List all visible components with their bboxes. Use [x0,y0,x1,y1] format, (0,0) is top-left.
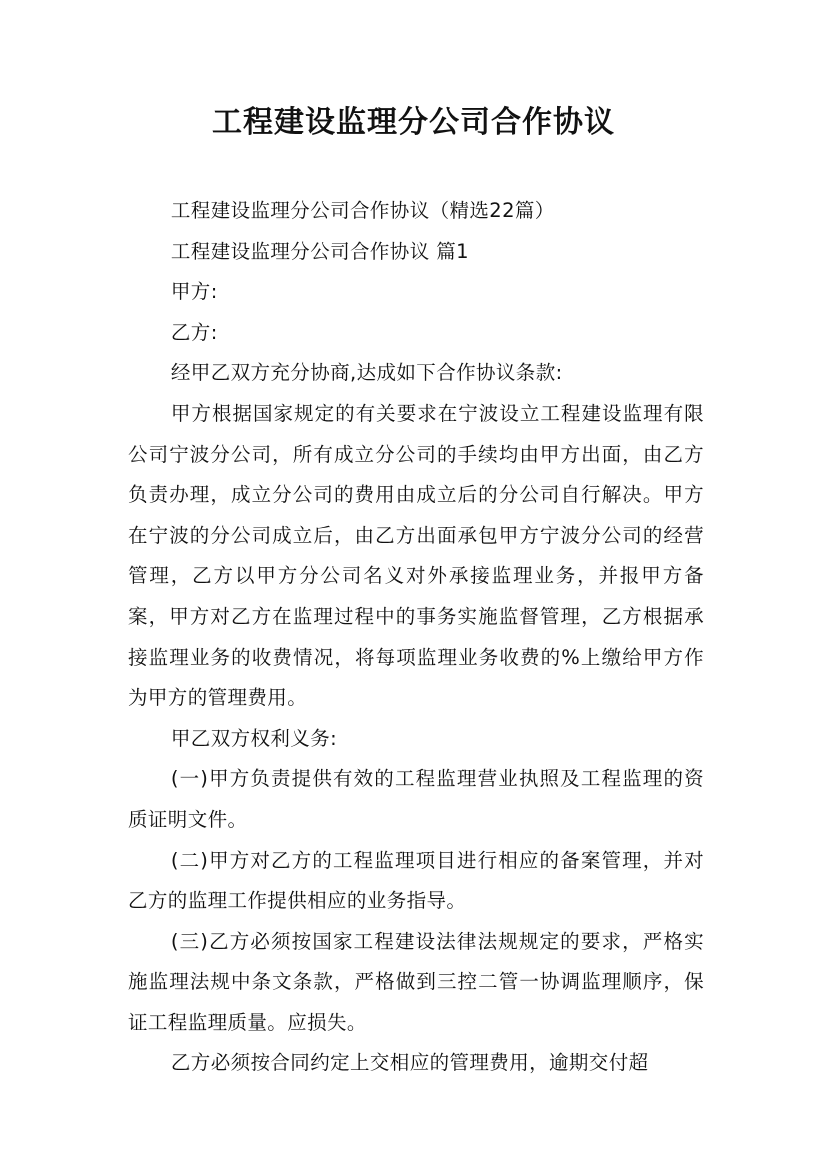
paragraph-party-b: 乙方: [170,320,218,344]
paragraph-clause-3: (三)乙方必须按国家工程建设法律法规规定的要求，严格实施监理法规中条文条款，严格做到三控二管一协调监理顺序，保证工程监理质量。应损失。 [128,929,704,1034]
paragraph-clause-1: (一)甲方负责提供有效的工程监理营业执照及工程监理的资质证明文件。 [128,767,704,831]
paragraph-heading-part1: 工程建设监理分公司合作协议 篇1 [170,239,469,263]
paragraph-intro: 经甲乙双方充分协商,达成如下合作协议条款: [170,361,563,385]
paragraph-subtitle: 工程建设监理分公司合作协议（精选22篇） [170,199,555,222]
paragraph-rights-heading: 甲乙双方权利义务: [170,726,338,750]
paragraph-party-a: 甲方: [170,280,218,304]
paragraph-main-terms: 甲方根据国家规定的有关要求在宁波设立工程建设监理有限公司宁波分公司，所有成立分公司的手续均由甲方出面，由乙方负责办理，成立分公司的费用由成立后的分公司自行解决。甲方在宁波的分公司成立后，由乙方出面承包甲方宁波分公司的经营管理，乙方以甲方分公司名义对外承接监理业务，并报甲方备案，甲方对乙方在监理过程中的事务实施监督管理，乙方根据承接监理业务的收费情况，将每项监理业务收费的%上缴给甲方作为甲方的管理费用。 [128,401,704,710]
document-body [128,191,704,1084]
paragraph-fees: 乙方必须按合同约定上交相应的管理费用，逾期交付超 [170,1051,649,1075]
paragraph-clause-2: (二)甲方对乙方的工程监理项目进行相应的备案管理，并对乙方的监理工作提供相应的业务指导。 [128,848,704,913]
document-title: 工程建设监理分公司合作协议 [212,105,615,140]
